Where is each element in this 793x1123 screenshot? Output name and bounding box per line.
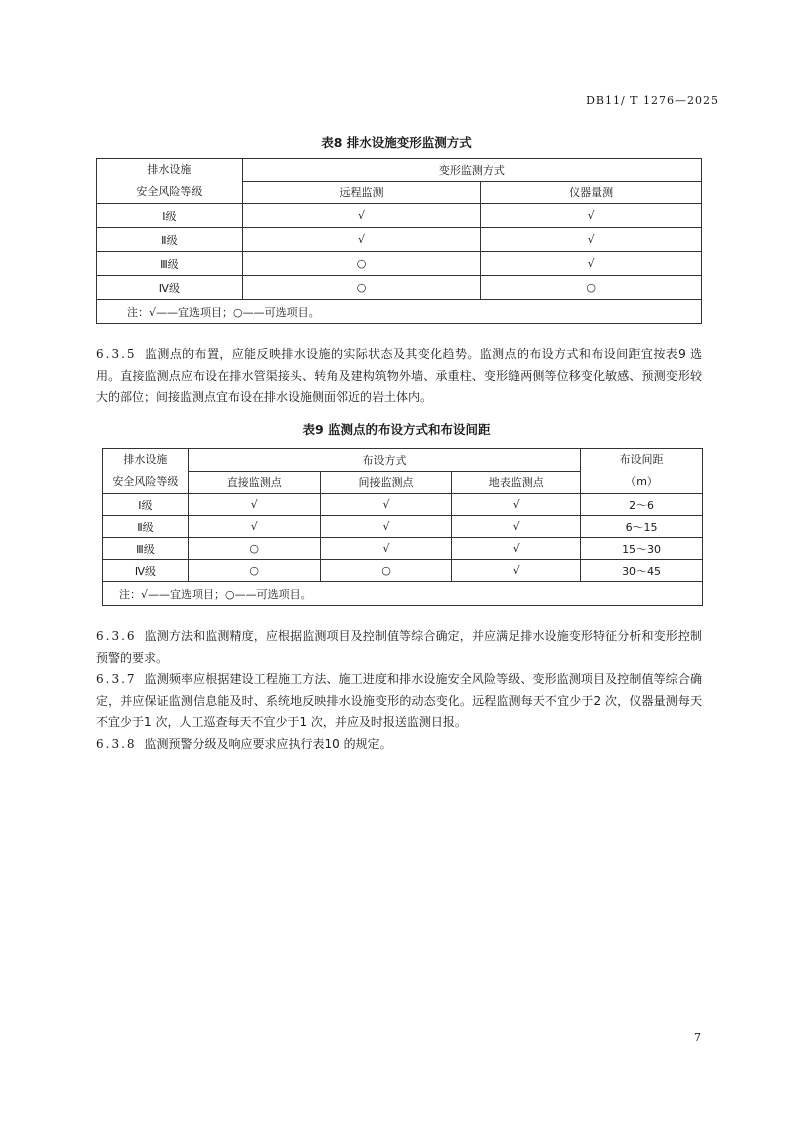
- table9-level: Ⅱ级: [103, 516, 189, 538]
- para-text: 监测频率应根据建设工程施工方法、施工进度和排水设施安全风险等级、变形监测项目及控制值等综合确定，并应保证监测信息能及时、系统地反映排水设施变形的动态变化。远程监测每天不宜少于2 次，仪器量测每天不宜少于1 次，人工巡查每天不宜少于1 次，并应及时报送监测日报。: [96, 672, 702, 729]
- table9-head-level-line2: 安全风险等级: [112, 475, 179, 488]
- table8-head-level: [97, 159, 243, 204]
- table9-surface: √: [452, 538, 581, 560]
- table9-head-direct: 直接监测点: [188, 471, 320, 494]
- table9-note: 注：√——宜选项目；○——可选项目。: [103, 582, 703, 606]
- table8-level: Ⅰ级: [97, 204, 243, 228]
- table9-head-indirect: 间接监测点: [320, 471, 452, 494]
- table9-head-level: [103, 449, 189, 494]
- table9-indirect: √: [320, 516, 452, 538]
- table8-remote: √: [242, 228, 481, 252]
- table9-spacing: 15～30: [581, 538, 703, 560]
- table9-surface: √: [452, 516, 581, 538]
- table9-spacing: 6～15: [581, 516, 703, 538]
- table9-direct: √: [188, 516, 320, 538]
- table9-level: Ⅰ级: [103, 494, 189, 516]
- table9-indirect: √: [320, 494, 452, 516]
- table9-head-level-line1: 排水设施: [123, 453, 168, 466]
- table9-level: Ⅳ级: [103, 560, 189, 582]
- page-number: 7: [694, 1031, 701, 1044]
- table-header-row: [97, 159, 702, 182]
- para-6-3-8: [96, 734, 702, 756]
- table9-head-surface: 地表监测点: [452, 471, 581, 494]
- table8-remote: ○: [242, 252, 481, 276]
- para-text: 监测方法和监测精度，应根据监测项目及控制值等综合确定，并应满足排水设施变形特征分析和变形控制预警的要求。: [96, 629, 702, 665]
- para-text: 监测预警分级及响应要求应执行表10 的规定。: [144, 737, 392, 751]
- table9-direct: √: [188, 494, 320, 516]
- para-6-3-6: [96, 626, 702, 669]
- table9-surface: √: [452, 560, 581, 582]
- table8-instrument: √: [481, 228, 702, 252]
- table-row: [97, 228, 702, 252]
- table8-instrument: ○: [481, 276, 702, 300]
- table8-head-remote: 远程监测: [242, 181, 481, 204]
- para-number: 6.3.6: [96, 629, 137, 643]
- table9-indirect: ○: [320, 560, 452, 582]
- table9-head-group: 布设方式: [188, 449, 580, 472]
- table8-level: Ⅲ级: [97, 252, 243, 276]
- table8-head-level-line1: 排水设施: [147, 163, 192, 176]
- table8-instrument: √: [481, 252, 702, 276]
- table-note-row: [97, 300, 702, 324]
- table8: [96, 158, 702, 324]
- table8-remote: ○: [242, 276, 481, 300]
- table9-head-spacing: [581, 449, 703, 494]
- table-row: [97, 276, 702, 300]
- para-number: 6.3.5: [96, 347, 137, 361]
- table9-indirect: √: [320, 538, 452, 560]
- para-6-3-7: [96, 669, 702, 734]
- table9-level: Ⅲ级: [103, 538, 189, 560]
- table8-title: 表8 排水设施变形监测方式: [321, 135, 472, 150]
- table-row: [103, 538, 703, 560]
- table-row: [103, 516, 703, 538]
- table-row: [103, 560, 703, 582]
- table-row: [103, 494, 703, 516]
- table9-title: 表9 监测点的布设方式和布设间距: [302, 422, 491, 437]
- table9: [102, 448, 703, 606]
- table8-level: Ⅱ级: [97, 228, 243, 252]
- para-6-3-5: [96, 344, 702, 409]
- table9-head-spacing-line2: （m）: [625, 475, 658, 488]
- table9-spacing: 30～45: [581, 560, 703, 582]
- table8-remote: √: [242, 204, 481, 228]
- table8-instrument: √: [481, 204, 702, 228]
- table8-note: 注：√——宜选项目；○——可选项目。: [97, 300, 702, 324]
- para-number: 6.3.8: [96, 737, 137, 751]
- table8-level: Ⅳ级: [97, 276, 243, 300]
- table9-direct: ○: [188, 538, 320, 560]
- table9-surface: √: [452, 494, 581, 516]
- table9-head-spacing-line1: 布设间距: [619, 453, 664, 466]
- table-note-row: [103, 582, 703, 606]
- table8-head-level-line2: 安全风险等级: [136, 185, 203, 198]
- table-row: [97, 252, 702, 276]
- standard-code: DB11/ T 1276—2025: [586, 94, 719, 107]
- para-number: 6.3.7: [96, 672, 137, 686]
- para-text: 监测点的布置，应能反映排水设施的实际状态及其变化趋势。监测点的布设方式和布设间距宜按表9 选用。直接监测点应布设在排水管渠接头、转角及建构筑物外墙、承重柱、变形缝两侧等位移变化敏感、预测变形较大的部位；间接监测点宜布设在排水设施侧面邻近的岩土体内。: [96, 347, 702, 404]
- table9-direct: ○: [188, 560, 320, 582]
- table8-head-instrument: 仪器量测: [481, 181, 702, 204]
- table-header-row: [103, 449, 703, 472]
- table9-spacing: 2～6: [581, 494, 703, 516]
- table-row: [97, 204, 702, 228]
- table8-head-group: 变形监测方式: [242, 159, 701, 182]
